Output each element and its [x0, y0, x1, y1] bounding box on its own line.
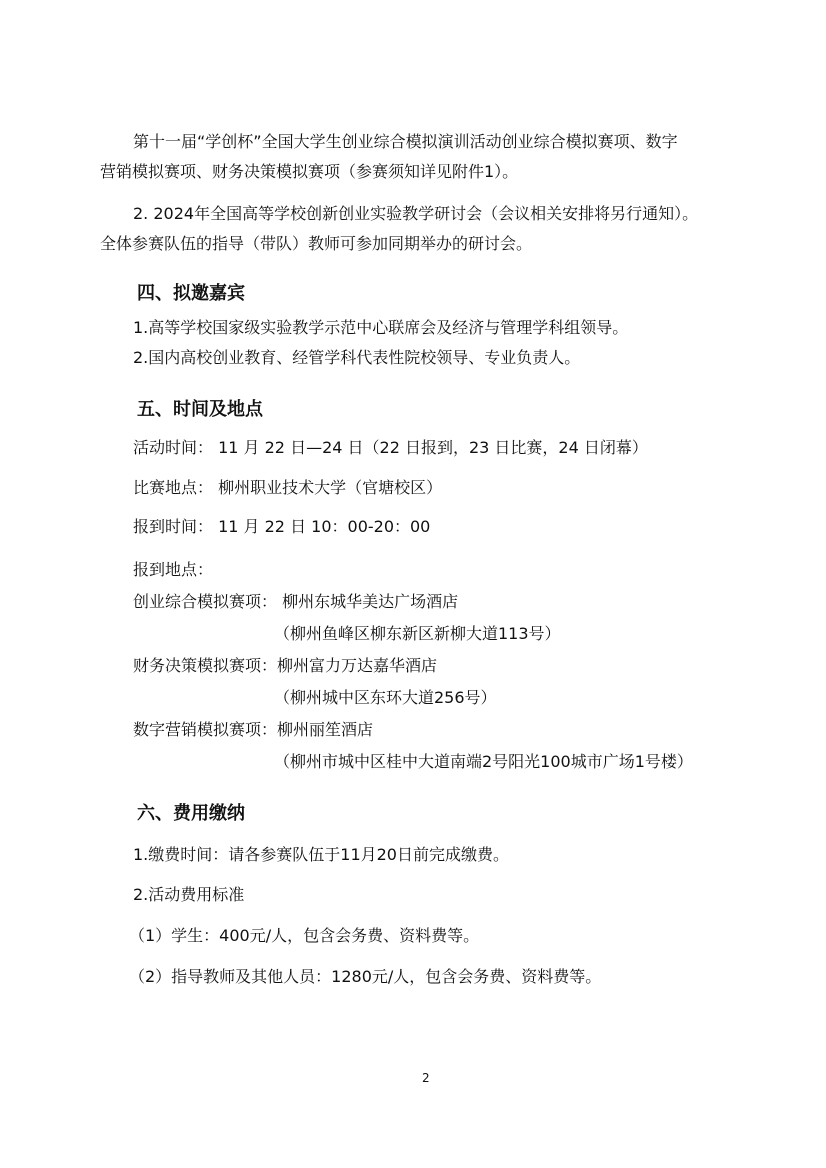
page-number: 2 — [422, 1071, 430, 1085]
venue-finance-address: （柳州城中区东环大道256号） — [274, 688, 497, 707]
section3-item2-line1: 2. 2024年全国高等学校创新创业实验教学研讨会（会议相关安排将另行通知）。 — [133, 204, 699, 223]
venue-finance: 财务决策模拟赛项：柳州富力万达嘉华酒店 — [133, 656, 438, 675]
venue-entrepreneurship-address: （柳州鱼峰区柳东新区新柳大道113号） — [274, 624, 561, 643]
fee-teacher: （2）指导教师及其他人员：1280元/人，包含会务费、资料费等。 — [129, 967, 602, 986]
section3-line2: 营销模拟赛项、财务决策模拟赛项（参赛须知详见附件1）。 — [100, 162, 519, 181]
section6-heading: 六、费用缴纳 — [137, 803, 245, 824]
section3-line1: 第十一届“学创杯”全国大学生创业综合模拟演训活动创业综合模拟赛项、数字 — [133, 132, 678, 151]
section4-item1: 1.高等学校国家级实验教学示范中心联席会及经济与管理学科组领导。 — [133, 318, 629, 337]
fee-standard-label: 2.活动费用标准 — [133, 885, 245, 904]
section4-heading: 四、拟邀嘉宾 — [137, 283, 245, 304]
venue-marketing: 数字营销模拟赛项：柳州丽笙酒店 — [133, 720, 374, 739]
checkin-time: 报到时间： 11 月 22 日 10：00-20：00 — [133, 517, 431, 536]
activity-time: 活动时间： 11 月 22 日—24 日（22 日报到，23 日比赛，24 日闭幕） — [133, 438, 648, 457]
fee-student: （1）学生：400元/人，包含会务费、资料费等。 — [129, 926, 480, 945]
checkin-place-label: 报到地点： — [133, 560, 214, 579]
section3-item2-line2: 全体参赛队伍的指导（带队）教师可参加同期举办的研讨会。 — [100, 234, 533, 253]
section4-item2: 2.国内高校创业教育、经管学科代表性院校领导、专业负责人。 — [133, 348, 581, 367]
venue-entrepreneurship: 创业综合模拟赛项： 柳州东城华美达广场酒店 — [133, 592, 459, 611]
competition-venue: 比赛地点： 柳州职业技术大学（官塘校区） — [133, 478, 443, 497]
section5-heading: 五、时间及地点 — [137, 399, 263, 420]
fee-deadline: 1.缴费时间：请各参赛队伍于11月20日前完成缴费。 — [133, 845, 509, 864]
venue-marketing-address: （柳州市城中区桂中大道南端2号阳光100城市广场1号楼） — [274, 752, 693, 771]
